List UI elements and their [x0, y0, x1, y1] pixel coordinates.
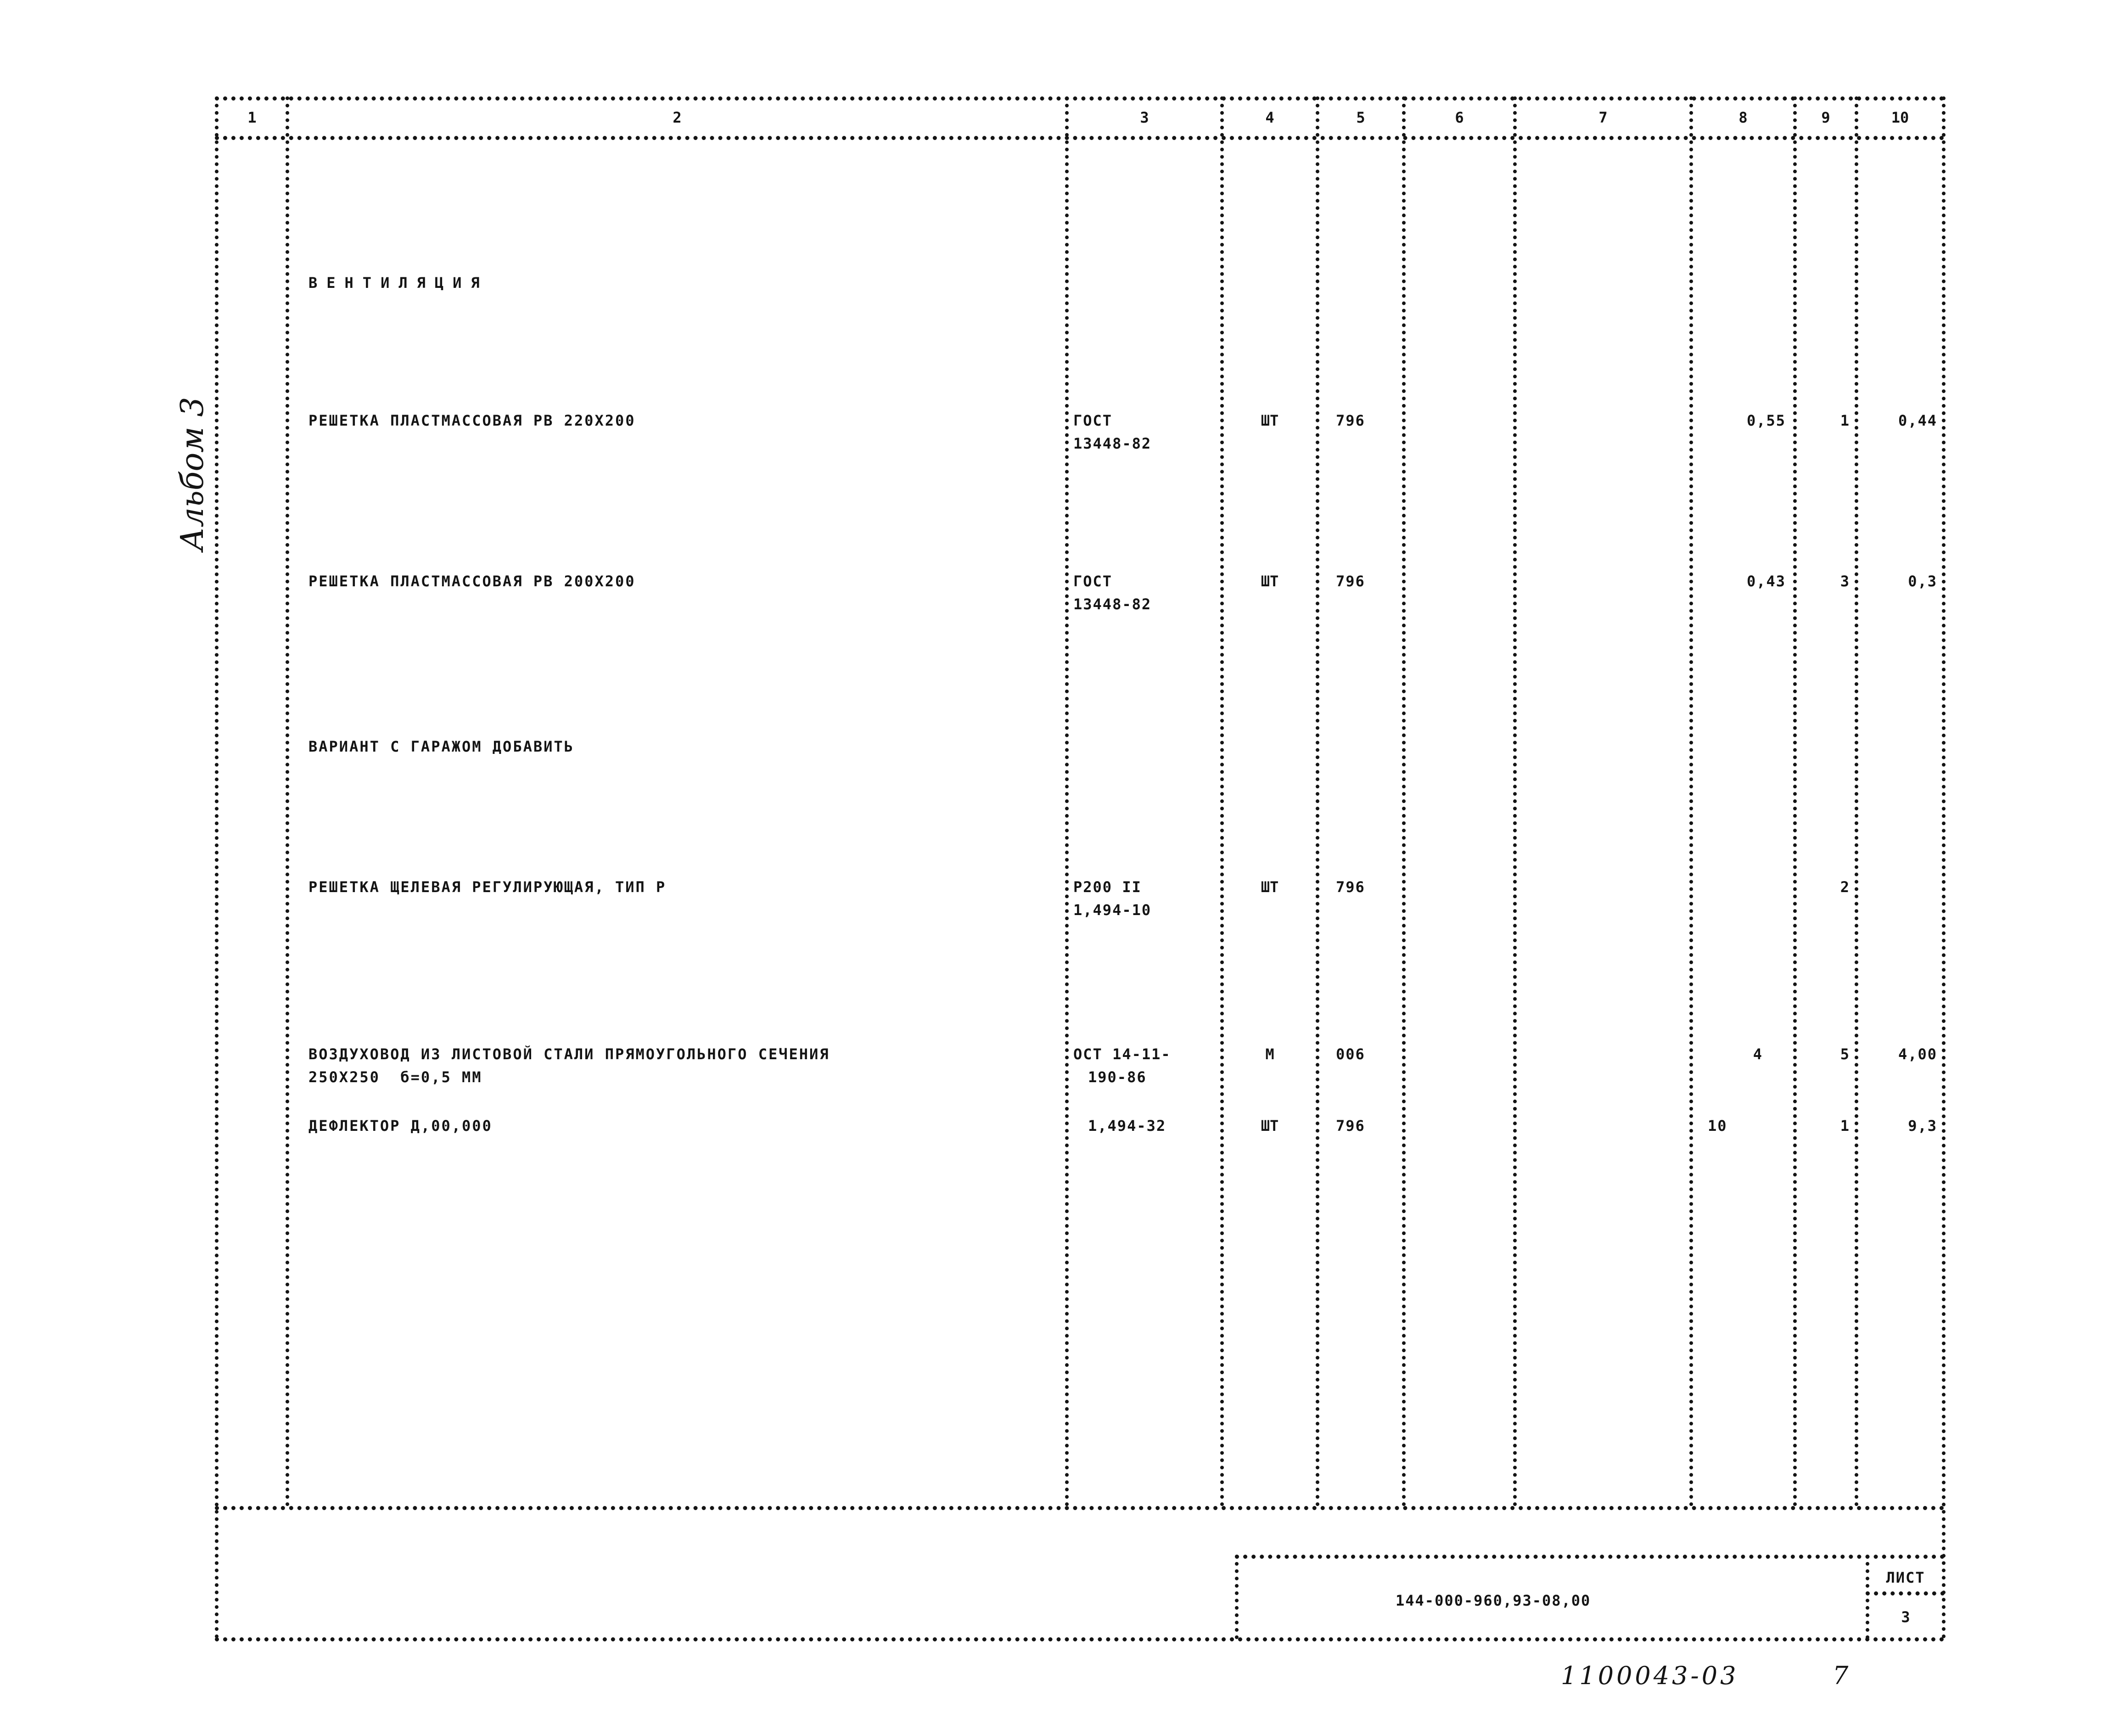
row-6-doc-line1: 1,494-32 [1088, 1117, 1166, 1135]
row-5-col8: 4 [1753, 1045, 1763, 1063]
column-header-2: 2 [673, 109, 682, 126]
column-header-5: 5 [1356, 109, 1365, 126]
row-5-code: 006 [1336, 1045, 1365, 1063]
footer-handwritten-page: 7 [1833, 1661, 1851, 1690]
column-divider-7 [1689, 96, 1693, 1507]
column-header-9: 9 [1821, 109, 1830, 126]
stamp-top-border [1235, 1555, 1945, 1559]
sheet-cell-separator [1866, 1591, 1945, 1596]
sheet-number: 3 [1901, 1608, 1910, 1626]
row-5-doc-line2: 190-86 [1088, 1068, 1147, 1086]
column-divider-3 [1220, 96, 1224, 1507]
row-2-doc-line1: ГОСТ [1073, 573, 1113, 590]
row-4-doc-line2: 1,494-10 [1073, 901, 1152, 919]
column-header-3: 3 [1140, 109, 1149, 126]
row-2-doc-line2: 13448-82 [1073, 596, 1152, 613]
column-header-4: 4 [1265, 109, 1274, 126]
row-6-col8: 10 [1708, 1117, 1727, 1135]
column-header-1: 1 [247, 109, 257, 126]
table-left-border [215, 96, 219, 1639]
row-1-col9: 1 [1840, 412, 1850, 429]
row-5-name: ВОЗДУХОВОД ИЗ ЛИСТОВОЙ СТАЛИ ПРЯМОУГОЛЬНОГО СЕЧЕНИЯ [308, 1045, 830, 1063]
row-4-col9: 2 [1840, 878, 1850, 896]
column-divider-9 [1855, 96, 1858, 1507]
row-6-code: 796 [1336, 1117, 1365, 1135]
row-1-doc-line1: ГОСТ [1073, 412, 1113, 429]
row-6-unit: ШТ [1261, 1117, 1279, 1135]
column-header-6: 6 [1455, 109, 1464, 126]
row-6-name: ДЕФЛЕКТОР Д,00,000 [308, 1117, 493, 1135]
row-5-name-line2: 250Х250 б=0,5 ММ [308, 1068, 482, 1086]
row-1-code: 796 [1336, 412, 1365, 429]
row-2-unit: ШТ [1261, 573, 1279, 590]
row-2-col8: 0,43 [1746, 573, 1786, 590]
row-4-unit: ШТ [1261, 878, 1279, 896]
stamp-left-border [1235, 1555, 1239, 1639]
row-1-doc-line2: 13448-82 [1073, 435, 1152, 452]
row-5-unit: М [1265, 1045, 1274, 1063]
sheet-label: ЛИСТ [1886, 1569, 1925, 1586]
column-divider-1 [286, 96, 289, 1507]
column-header-7: 7 [1598, 109, 1608, 126]
row-1-name: РЕШЕТКА ПЛАСТМАССОВАЯ РВ 220Х200 [308, 412, 636, 429]
row-4-doc-line1: Р200 II [1073, 878, 1142, 896]
row-6-col10: 9,3 [1908, 1117, 1937, 1135]
sheet-cell-left-border [1866, 1555, 1869, 1639]
row-3-note: ВАРИАНТ С ГАРАЖОМ ДОБАВИТЬ [308, 738, 574, 755]
table-top-border [215, 96, 1945, 101]
row-5-col9: 5 [1840, 1045, 1850, 1063]
row-1-col10: 0,44 [1898, 412, 1937, 429]
row-2-col9: 3 [1840, 573, 1850, 590]
section-title: ВЕНТИЛЯЦИЯ [308, 274, 489, 292]
row-5-doc-line1: ОСТ 14-11- [1073, 1045, 1171, 1063]
column-divider-6 [1513, 96, 1517, 1507]
row-1-unit: ШТ [1261, 412, 1279, 429]
row-4-code: 796 [1336, 878, 1365, 896]
table-bottom-border [215, 1506, 1945, 1510]
album-label: Альбом 3 [174, 397, 211, 551]
header-row-separator [215, 136, 1945, 140]
column-header-10: 10 [1891, 109, 1909, 126]
row-6-col9: 1 [1840, 1117, 1850, 1135]
column-divider-5 [1402, 96, 1406, 1507]
row-4-name: РЕШЕТКА ЩЕЛЕВАЯ РЕГУЛИРУЮЩАЯ, ТИП Р [308, 878, 667, 896]
column-divider-2 [1065, 96, 1069, 1507]
column-divider-8 [1793, 96, 1797, 1507]
row-2-code: 796 [1336, 573, 1365, 590]
column-header-8: 8 [1738, 109, 1748, 126]
footer-handwritten-code: 1100043-03 [1561, 1661, 1739, 1690]
table-right-border [1942, 96, 1946, 1639]
row-2-name: РЕШЕТКА ПЛАСТМАССОВАЯ РВ 200Х200 [308, 573, 636, 590]
stamp-doc-code: 144-000-960,93-08,00 [1396, 1592, 1591, 1609]
row-5-col10: 4,00 [1898, 1045, 1937, 1063]
row-1-col8: 0,55 [1746, 412, 1786, 429]
sheet-bottom-border [215, 1637, 1945, 1641]
row-2-col10: 0,3 [1908, 573, 1937, 590]
column-divider-4 [1316, 96, 1319, 1507]
